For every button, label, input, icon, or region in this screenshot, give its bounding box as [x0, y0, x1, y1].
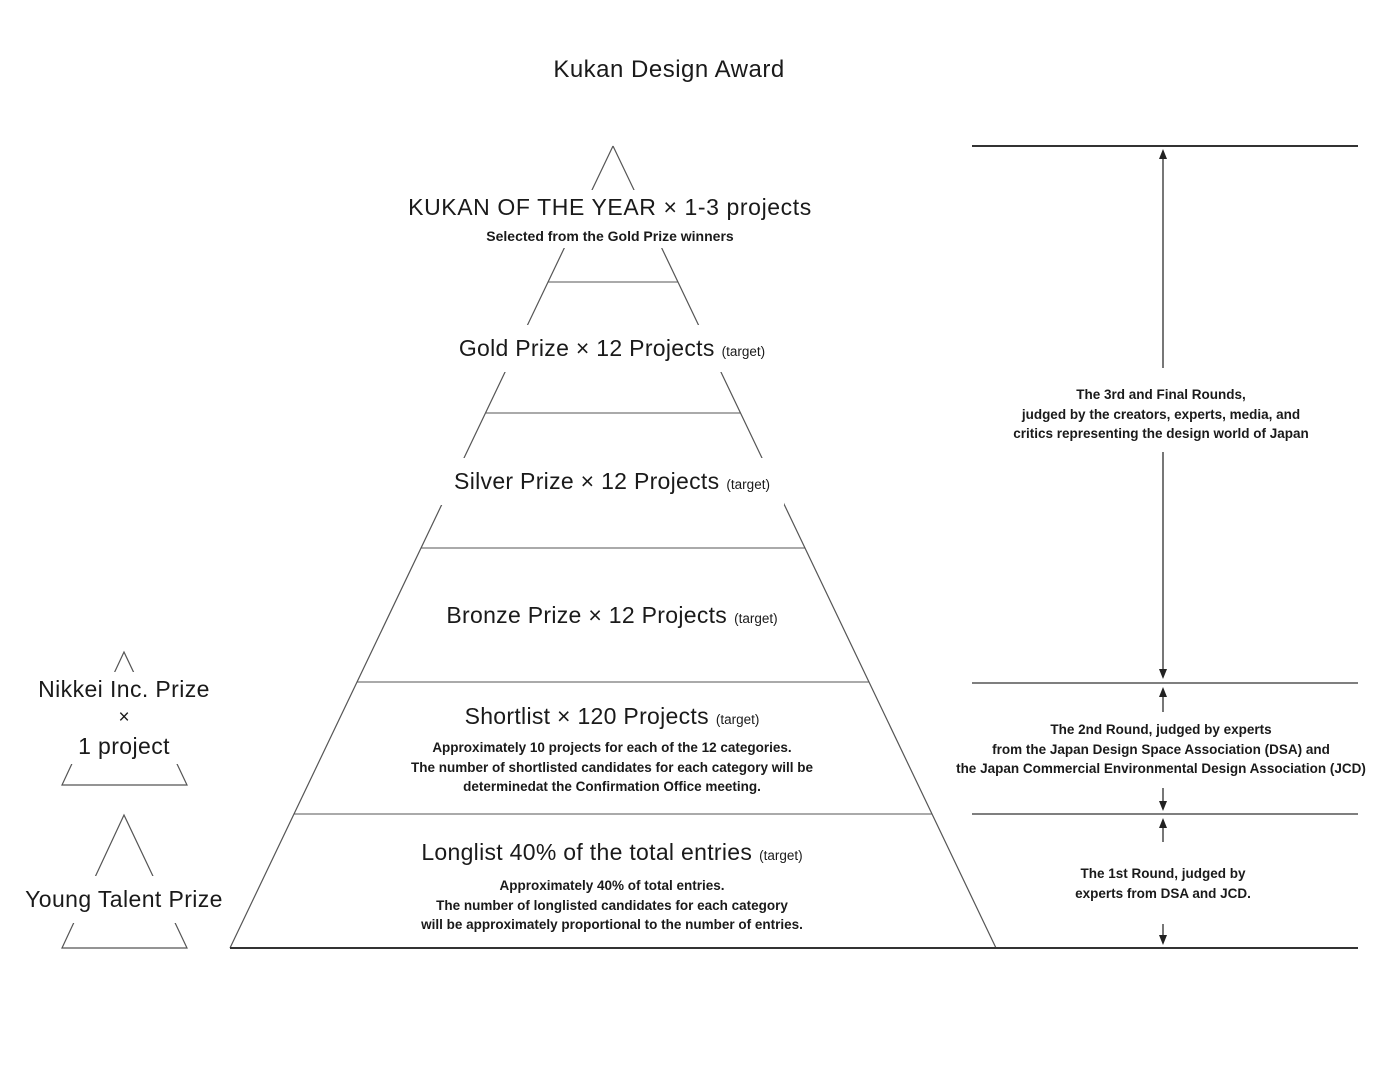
third-round-note-line: judged by the creators, experts, media, and: [1021, 406, 1301, 422]
nikkei-prize-times: ×: [118, 707, 130, 728]
second-round-note-line: from the Japan Design Space Association (DSA) and: [992, 741, 1330, 757]
arrowhead-up-icon: [1159, 687, 1167, 697]
longlist-desc-line: Approximately 40% of total entries.: [499, 878, 725, 893]
pyramid-outline: [230, 146, 996, 948]
arrowhead-down-icon: [1159, 801, 1167, 811]
tier-silver-target: (target): [726, 477, 770, 492]
nikkei-prize-name: Nikkei Inc. Prize: [38, 676, 210, 702]
round-extent-arrows: [1159, 149, 1167, 945]
second-round-note-line: The 2nd Round, judged by experts: [1050, 722, 1272, 737]
first-round-note-line: The 1st Round, judged by: [1080, 866, 1246, 881]
first-round-note-line: experts from DSA and JCD.: [1075, 885, 1251, 901]
page-title: Kukan Design Award: [553, 56, 785, 83]
longlist-desc-line: will be approximately proportional to the number of entries.: [421, 917, 803, 932]
tier-silver-title: Silver Prize × 12 Projects: [454, 468, 720, 494]
arrowhead-down-icon: [1159, 935, 1167, 945]
tier-gold-target: (target): [721, 344, 766, 359]
pyramid-right-side: [613, 146, 996, 948]
tier-shortlist-target: (target): [715, 712, 760, 727]
shortlist-desc-line: Approximately 10 projects for each of the 12 categories.: [432, 740, 792, 755]
shortlist-desc-line: The number of shortlisted candidates for each category will be: [410, 759, 814, 775]
tier-gold-title: Gold Prize × 12 Projects: [458, 335, 715, 361]
nikkei-prize-label: [28, 672, 220, 764]
third-round-note-line: The 3rd and Final Rounds,: [1076, 387, 1246, 402]
tier-gold-prize: [445, 325, 779, 372]
pyramid-left-side: [230, 146, 613, 948]
tier-bronze-prize: [432, 592, 791, 639]
arrowhead-up-icon: [1159, 149, 1167, 159]
tier-shortlist: [399, 701, 825, 799]
longlist-desc-line: The number of longlisted candidates for each category: [436, 897, 788, 913]
nikkei-prize-count: 1 project: [78, 733, 170, 759]
tier-bronze-title: Bronze Prize × 12 Projects: [446, 602, 728, 628]
tier-kukan-subtitle: Selected from the Gold Prize winners: [486, 228, 734, 244]
tier-longlist-description: [421, 876, 803, 935]
tier-longlist: [409, 837, 815, 937]
tier-longlist-target: (target): [759, 848, 803, 863]
tier-kukan-of-the-year: [396, 190, 824, 248]
tier-shortlist-title: Shortlist × 120 Projects: [464, 703, 709, 729]
first-round-note: [1075, 864, 1251, 903]
shortlist-desc-line: determinedat the Confirmation Office meeting.: [463, 779, 761, 794]
second-round-note: [956, 720, 1366, 779]
arrowhead-up-icon: [1159, 818, 1167, 828]
tier-shortlist-description: [411, 738, 813, 797]
second-round-note-line: the Japan Commercial Environmental Design Association (JCD): [956, 761, 1366, 776]
third-round-note: [1013, 385, 1309, 444]
tier-kukan-title: KUKAN OF THE YEAR × 1-3 projects: [408, 194, 812, 220]
tier-longlist-title: Longlist 40% of the total entries: [421, 839, 753, 865]
tier-silver-prize: [440, 458, 784, 505]
arrowhead-down-icon: [1159, 669, 1167, 679]
tier-bronze-target: (target): [734, 611, 778, 626]
young-talent-prize-label: Young Talent Prize: [17, 876, 231, 923]
third-round-note-line: critics representing the design world of Japan: [1013, 426, 1309, 441]
